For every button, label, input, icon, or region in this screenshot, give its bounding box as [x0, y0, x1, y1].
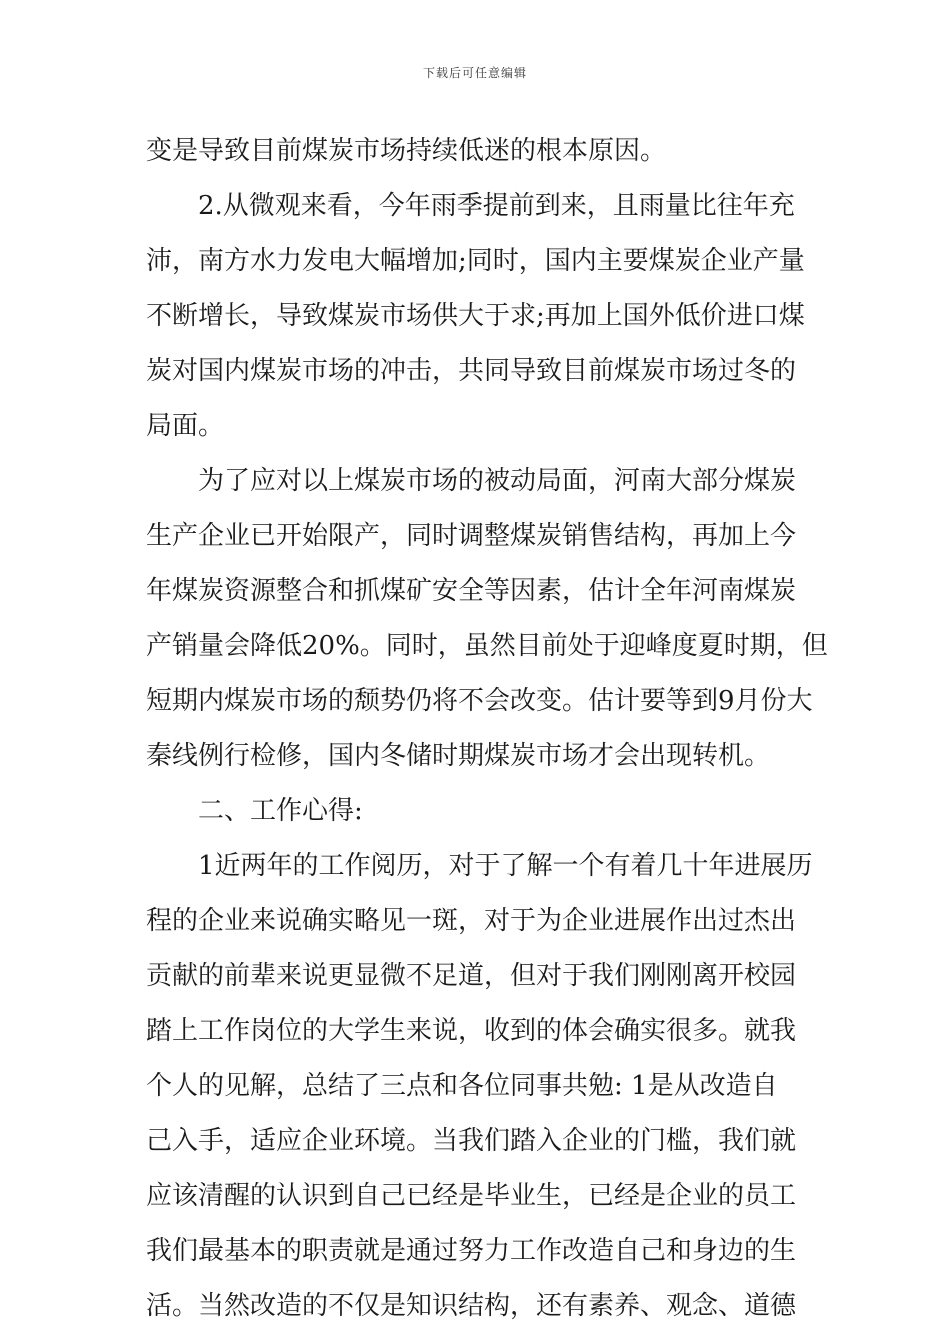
text-line: 程的企业来说确实略见一斑，对于为企业进展作出过杰出 — [146, 906, 797, 936]
text-line: 踏上工作岗位的大学生来说，收到的体会确实很多。就我 — [146, 1016, 797, 1046]
text-line: 沛，南方水力发电大幅增加;同时，国内主要煤炭企业产量 — [146, 246, 805, 276]
paragraph-start-line: 2.从微观来看，今年雨季提前到来，且雨量比往年充 — [198, 191, 795, 221]
section-heading: 二、工作心得: — [198, 796, 363, 826]
text-line: 秦线例行检修，国内冬储时期煤炭市场才会出现转机。 — [146, 741, 771, 771]
text-line: 贡献的前辈来说更显微不足道，但对于我们刚刚离开校园 — [146, 961, 797, 991]
text-line: 己入手，适应企业环境。当我们踏入企业的门槛，我们就 — [146, 1126, 797, 1156]
paragraph-start-line: 1近两年的工作阅历，对于了解一个有着几十年进展历 — [198, 851, 813, 881]
page-header: 下载后可任意编辑 — [422, 66, 527, 80]
text-line: 年煤炭资源整合和抓煤矿安全等因素，估计全年河南煤炭 — [146, 576, 797, 606]
text-line: 活。当然改造的不仅是知识结构，还有素养、观念、道德 — [146, 1291, 797, 1321]
text-line: 产销量会降低20%。同时，虽然目前处于迎峰度夏时期，但 — [146, 631, 828, 661]
text-line: 我们最基本的职责就是通过努力工作改造自己和身边的生 — [146, 1236, 797, 1266]
text-line: 局面。 — [146, 411, 225, 441]
text-line: 炭对国内煤炭市场的冲击，共同导致目前煤炭市场过冬的 — [146, 356, 797, 386]
text-line: 短期内煤炭市场的颓势仍将不会改变。估计要等到9月份大 — [146, 686, 813, 716]
text-line: 不断增长，导致煤炭市场供大于求;再加上国外低价进口煤 — [146, 301, 805, 331]
text-line: 变是导致目前煤炭市场持续低迷的根本原因。 — [146, 136, 667, 166]
document-body — [146, 124, 828, 1334]
text-line: 应该清醒的认识到自己已经是毕业生，已经是企业的员工 — [146, 1181, 797, 1211]
text-line: 生产企业已开始限产，同时调整煤炭销售结构，再加上今 — [146, 521, 797, 551]
text-line: 个人的见解，总结了三点和各位同事共勉: 1是从改造自 — [146, 1071, 778, 1101]
paragraph-start-line: 为了应对以上煤炭市场的被动局面，河南大部分煤炭 — [198, 466, 797, 496]
